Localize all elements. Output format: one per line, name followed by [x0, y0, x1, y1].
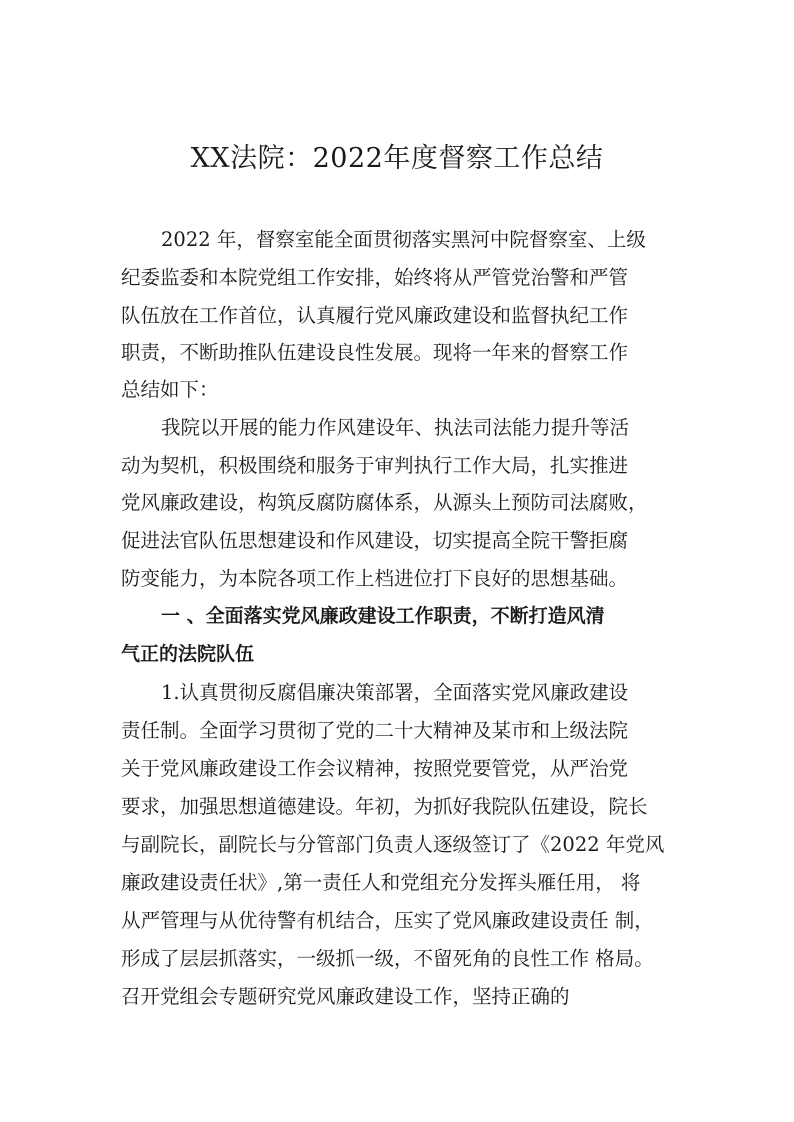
paragraph-line: 责任制。全面学习贯彻了党的二十大精神及某市和上级法院	[121, 719, 629, 742]
paragraph-line: 关于党风廉政建设工作会议精神，按照党要管党，从严治党	[121, 757, 629, 780]
paragraph-line: 廉政建设责任状》,第一责任人和党组充分发挥头雁任用， 将	[121, 871, 641, 894]
document-title: XX法院：2022年度督察工作总结	[190, 143, 604, 174]
paragraph-line: 纪委监委和本院党组工作安排，始终将从严管党治警和严管	[121, 266, 629, 289]
paragraph-line: 动为契机，积极围绕和服务于审判执行工作大局，扎实推进	[121, 454, 629, 477]
paragraph-line: 党风廉政建设，构筑反腐防腐体系，从源头上预防司法腐败，	[121, 491, 648, 514]
paragraph-line: 职责，不断助推队伍建设良性发展。现将一年来的督察工作	[121, 341, 629, 364]
paragraph-line: 要求，加强思想道德建设。年初，为抓好我院队伍建设，院长	[121, 795, 648, 818]
paragraph-line: 从严管理与从优待警有机结合，压实了党风廉政建设责任 制，	[121, 909, 654, 932]
paragraph-line: 防变能力，为本院各项工作上档进位打下良好的思想基础。	[121, 567, 629, 590]
paragraph-line: 召开党组会专题研究党风廉政建设工作，坚持正确的	[121, 985, 570, 1008]
paragraph-line: 我院以开展的能力作风建设年、执法司法能力提升等活	[161, 416, 630, 439]
section-heading: 一 、全面落实党风廉政建设工作职责，不断打造风清	[161, 605, 605, 627]
paragraph-line: 2022 年，督察室能全面贯彻落实黑河中院督察室、上级	[161, 228, 646, 251]
paragraph-line: 促进法官队伍思想建设和作风建设，切实提高全院干警拒腐	[121, 529, 629, 552]
paragraph-line: 1.认真贯彻反腐倡廉决策部署，全面落实党风廉政建设	[161, 681, 629, 704]
paragraph-line: 总结如下：	[121, 378, 219, 401]
paragraph-line: 形成了层层抓落实，一级抓一级，不留死角的良性工作 格局。	[121, 947, 654, 970]
section-heading: 气正的法院队伍	[121, 643, 255, 665]
paragraph-line: 与副院长，副院长与分管部门负责人逐级签订了《2022 年党风	[121, 833, 665, 856]
paragraph-line: 队伍放在工作首位，认真履行党风廉政建设和监督执纪工作	[121, 304, 629, 327]
